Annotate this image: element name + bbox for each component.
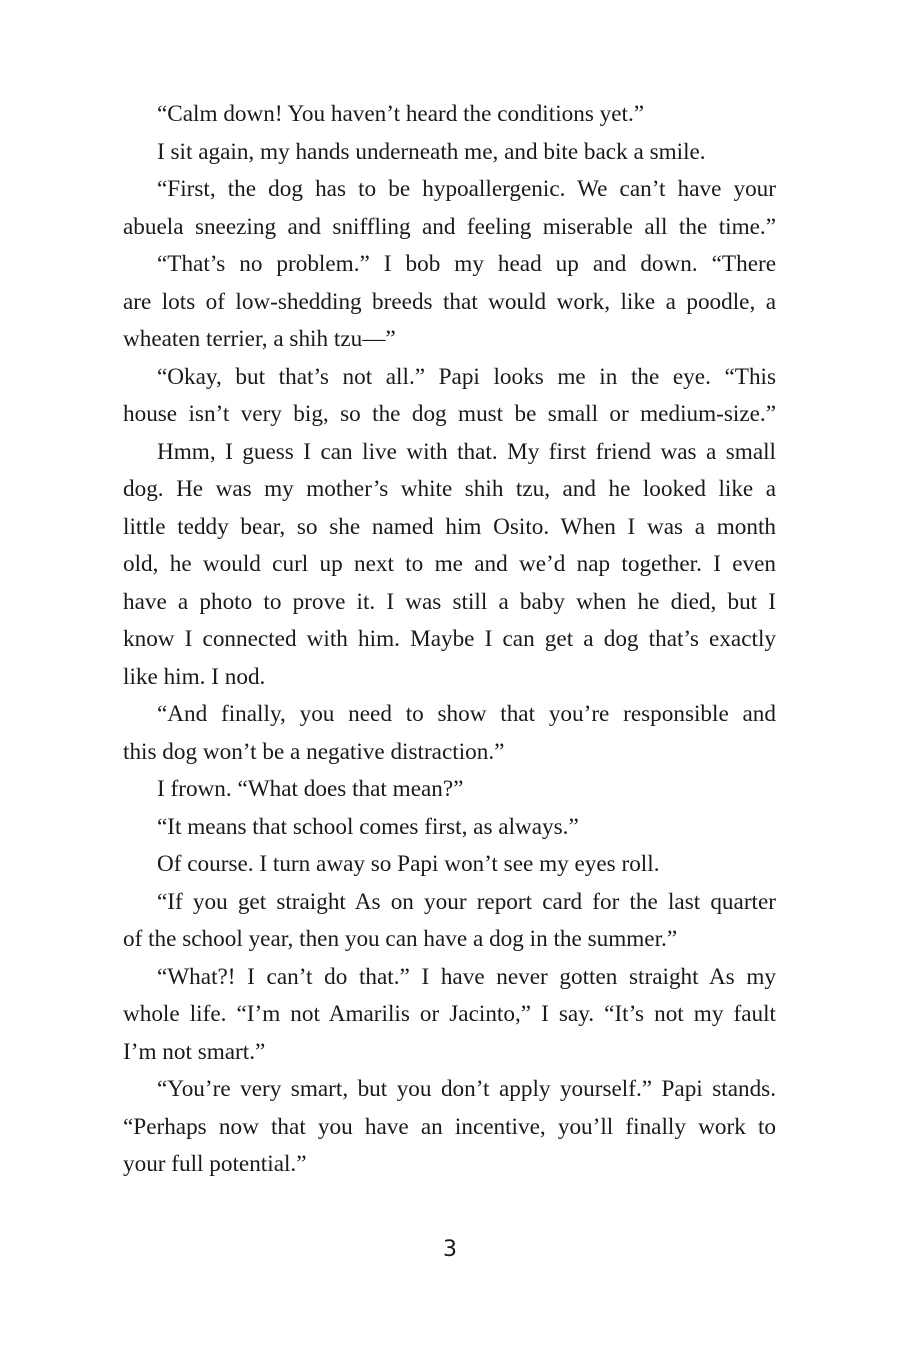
text-line: “You’re very smart, but you don’t apply yourself.” Papi stands. (157, 1076, 776, 1102)
text-line: “First, the dog has to be hypoallergenic. We can’t have your (157, 176, 776, 202)
text-line: “And finally, you need to show that you’re responsible and (157, 701, 776, 727)
text-line: wheaten terrier, a shih tzu—” (123, 326, 396, 352)
text-line: your full potential.” (123, 1151, 307, 1177)
text-line: “It means that school comes first, as always.” (157, 813, 579, 840)
text-line: know I connected with him. Maybe I can get a dog that’s exactly (123, 626, 776, 652)
text-line: Hmm, I guess I can live with that. My first friend was a small (157, 438, 776, 465)
page-body (123, 96, 776, 1184)
text-line: I’m not smart.” (123, 1038, 266, 1065)
text-line: this dog won’t be a negative distraction.” (123, 738, 505, 765)
text-line: dog. He was my mother’s white shih tzu, and he looked like a (123, 476, 776, 502)
text-line: I frown. “What does that mean?” (157, 776, 464, 802)
text-line: of the school year, then you can have a dog in the summer.” (123, 926, 678, 952)
text-line: “Perhaps now that you have an incentive, you’ll finally work to (123, 1113, 776, 1140)
text-line: “Okay, but that’s not all.” Papi looks me in the eye. “This (157, 363, 776, 390)
text-line: “Calm down! You haven’t heard the conditions yet.” (157, 101, 645, 127)
text-line: old, he would curl up next to me and we’d nap together. I even (123, 551, 776, 577)
text-line: whole life. “I’m not Amarilis or Jacinto,” I say. “It’s not my fault (123, 1001, 776, 1027)
text-line: house isn’t very big, so the dog must be small or medium-size.” (123, 401, 776, 427)
page-number: 3 (443, 1237, 457, 1262)
text-line: Of course. I turn away so Papi won’t see my eyes roll. (157, 851, 660, 877)
text-line: “What?! I can’t do that.” I have never gotten straight As my (157, 963, 776, 990)
text-line: “That’s no problem.” I bob my head up and down. “There (157, 251, 776, 277)
text-line: little teddy bear, so she named him Osito. When I was a month (123, 513, 776, 540)
text-line: are lots of low-shedding breeds that would work, like a poodle, a (123, 288, 776, 315)
text-line: I sit again, my hands underneath me, and bite back a smile. (157, 138, 706, 165)
text-line: like him. I nod. (123, 663, 266, 690)
text-line: have a photo to prove it. I was still a baby when he died, but I (123, 588, 776, 615)
text-line: “If you get straight As on your report card for the last quarter (157, 888, 776, 915)
text-line: abuela sneezing and sniffling and feeling miserable all the time.” (123, 213, 776, 240)
